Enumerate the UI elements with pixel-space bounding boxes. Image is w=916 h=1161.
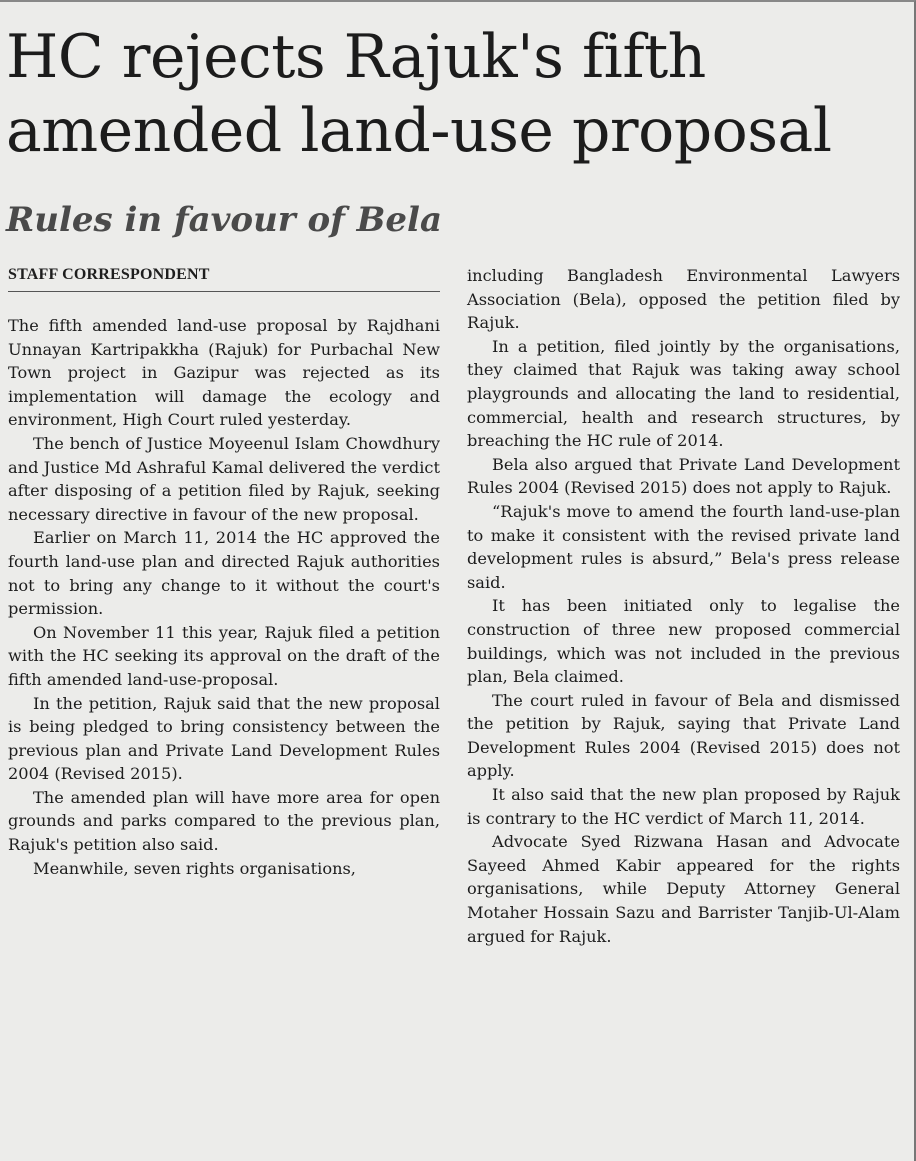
paragraph: On November 11 this year, Rajuk filed a petition with the HC seeking its approval on the draft of the fifth amended land-use-proposal. <box>8 622 440 689</box>
paragraph: The fifth amended land-use proposal by Rajdhani Unnayan Kartripakkha (Rajuk) for Purbachal New Town project in Gazipur was rejected as its implementation will damage the ecology and environment, High Court ruled yesterday. <box>8 316 440 430</box>
headline: HC rejects Rajuk's fifth amended land-use proposal <box>6 22 832 166</box>
subheadline: Rules in favour of Bela <box>6 200 442 240</box>
paragraph: Earlier on March 11, 2014 the HC approved the fourth land-use plan and directed Rajuk authorities not to bring any change to it without the court's permission. <box>8 528 440 619</box>
paragraph: Bela also argued that Private Land Development Rules 2004 (Revised 2015) does not apply to Rajuk. <box>467 454 900 498</box>
paragraph: The court ruled in favour of Bela and dismissed the petition by Rajuk, saying that Private Land Development Rules 2004 (Revised 2015) does not apply. <box>467 690 900 781</box>
left-column <box>8 314 440 880</box>
paragraph: In the petition, Rajuk said that the new proposal is being pledged to bring consistency between the previous plan and Private Land Development Rules 2004 (Revised 2015). <box>8 693 440 784</box>
paragraph: Meanwhile, seven rights organisations, <box>33 858 356 878</box>
byline: STAFF CORRESPONDENT <box>8 264 440 292</box>
paragraph: The bench of Justice Moyeenul Islam Chowdhury and Justice Md Ashraful Kamal delivered the verdict after disposing of a petition filed by Rajuk, seeking necessary directive in favour of the new proposal. <box>8 433 440 524</box>
paragraph-continuation: including Bangladesh Environmental Lawyers Association (Bela), opposed the petition filed by Rajuk. <box>467 266 900 333</box>
paragraph: It also said that the new plan proposed by Rajuk is contrary to the HC verdict of March 11, 2014. <box>467 785 900 828</box>
paragraph: It has been initiated only to legalise the construction of three new proposed commercial buildings, which was not included in the previous plan, Bela claimed. <box>467 596 900 687</box>
paragraph: Advocate Syed Rizwana Hasan and Advocate Sayeed Ahmed Kabir appeared for the rights organisations, while Deputy Attorney General Motaher Hossain Sazu and Barrister Tanjib-Ul-Alam argued for Rajuk. <box>467 832 900 946</box>
right-column <box>467 264 900 948</box>
paragraph: In a petition, filed jointly by the organisations, they claimed that Rajuk was taking away school playgrounds and allocating the land to residential, commercial, health and research structures, by breaching the HC rule of 2014. <box>467 336 900 451</box>
paragraph: The amended plan will have more area for open grounds and parks compared to the previous plan, Rajuk's petition also said. <box>8 787 440 855</box>
paragraph: “Rajuk's move to amend the fourth land-use-plan to make it consistent with the revised private land development rules is absurd,” Bela's press release said. <box>467 501 900 592</box>
